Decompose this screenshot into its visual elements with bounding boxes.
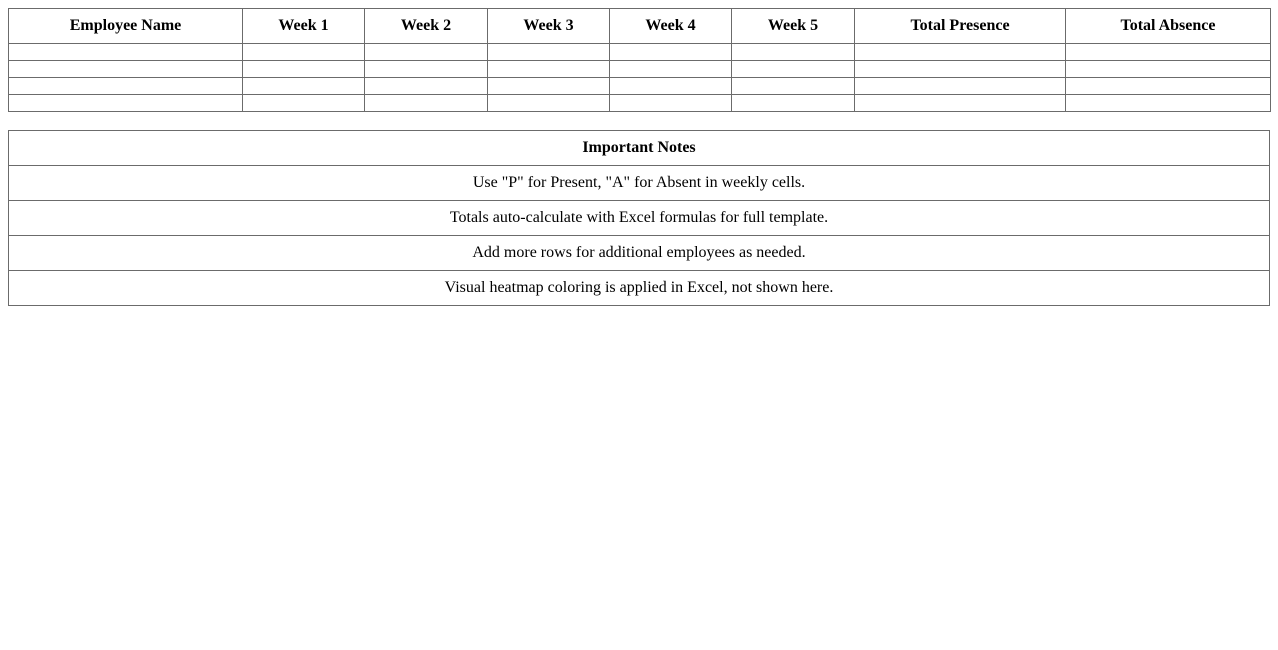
- table-cell: [488, 61, 610, 78]
- table-cell: [732, 78, 855, 95]
- note-text: Visual heatmap coloring is applied in Excel, not shown here.: [9, 271, 1270, 306]
- table-cell: [855, 78, 1066, 95]
- notes-title: Important Notes: [9, 131, 1270, 166]
- table-cell: [855, 61, 1066, 78]
- table-cell: [488, 44, 610, 61]
- table-cell: [9, 61, 243, 78]
- header-week-3: Week 3: [488, 9, 610, 44]
- table-cell: [488, 78, 610, 95]
- table-cell: [365, 95, 488, 112]
- note-text: Totals auto-calculate with Excel formulas for full template.: [9, 201, 1270, 236]
- table-row: [9, 61, 1271, 78]
- table-cell: [855, 44, 1066, 61]
- table-cell: [365, 44, 488, 61]
- header-total-presence: Total Presence: [855, 9, 1066, 44]
- table-cell: [610, 95, 732, 112]
- table-cell: [243, 95, 365, 112]
- list-item: [9, 236, 1270, 271]
- header-total-absence: Total Absence: [1066, 9, 1271, 44]
- table-cell: [243, 61, 365, 78]
- table-cell: [732, 61, 855, 78]
- header-employee-name: Employee Name: [9, 9, 243, 44]
- table-row: [9, 44, 1271, 61]
- table-cell: [732, 95, 855, 112]
- list-item: [9, 201, 1270, 236]
- note-text: Add more rows for additional employees as needed.: [9, 236, 1270, 271]
- table-cell: [365, 61, 488, 78]
- table-cell: [1066, 61, 1271, 78]
- note-text: Use "P" for Present, "A" for Absent in weekly cells.: [9, 166, 1270, 201]
- table-cell: [488, 95, 610, 112]
- attendance-header-row: [9, 9, 1271, 44]
- table-cell: [1066, 78, 1271, 95]
- table-cell: [610, 78, 732, 95]
- list-item: [9, 166, 1270, 201]
- table-row: [9, 78, 1271, 95]
- notes-header-row: [9, 131, 1270, 166]
- list-item: [9, 271, 1270, 306]
- table-cell: [1066, 95, 1271, 112]
- table-cell: [610, 61, 732, 78]
- table-cell: [732, 44, 855, 61]
- header-week-5: Week 5: [732, 9, 855, 44]
- table-cell: [1066, 44, 1271, 61]
- table-cell: [243, 78, 365, 95]
- page-content: [8, 8, 1270, 306]
- table-cell: [243, 44, 365, 61]
- table-cell: [9, 95, 243, 112]
- attendance-table: [8, 8, 1271, 112]
- header-week-2: Week 2: [365, 9, 488, 44]
- header-week-1: Week 1: [243, 9, 365, 44]
- table-cell: [610, 44, 732, 61]
- table-cell: [9, 78, 243, 95]
- table-cell: [9, 44, 243, 61]
- table-cell: [365, 78, 488, 95]
- notes-table: [8, 130, 1270, 306]
- table-row: [9, 95, 1271, 112]
- header-week-4: Week 4: [610, 9, 732, 44]
- table-cell: [855, 95, 1066, 112]
